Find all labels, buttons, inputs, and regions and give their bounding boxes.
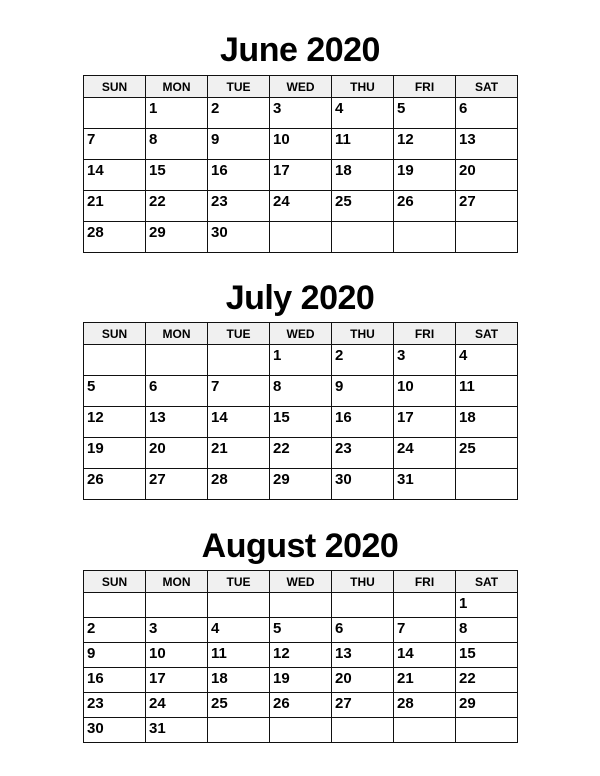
weekday-header: MON (146, 571, 208, 593)
day-cell: 22 (146, 191, 208, 222)
day-cell: 7 (394, 618, 456, 643)
week-row (84, 160, 518, 191)
empty-day-cell (394, 718, 456, 743)
day-cell: 1 (270, 345, 332, 376)
empty-day-cell (332, 593, 394, 618)
day-cell: 9 (332, 376, 394, 407)
weekday-header: THU (332, 76, 394, 98)
weekday-header: TUE (208, 323, 270, 345)
empty-day-cell (394, 222, 456, 253)
day-cell: 26 (394, 191, 456, 222)
day-cell: 27 (146, 469, 208, 500)
day-cell: 6 (146, 376, 208, 407)
weekday-header: SAT (456, 76, 518, 98)
day-cell: 20 (456, 160, 518, 191)
day-cell: 16 (332, 407, 394, 438)
weekday-header: TUE (208, 571, 270, 593)
day-cell: 20 (146, 438, 208, 469)
day-cell: 23 (208, 191, 270, 222)
weekday-header: SAT (456, 571, 518, 593)
day-cell: 4 (332, 98, 394, 129)
day-cell: 18 (332, 160, 394, 191)
week-row (84, 718, 518, 743)
day-cell: 2 (208, 98, 270, 129)
day-cell: 29 (270, 469, 332, 500)
day-cell: 10 (270, 129, 332, 160)
empty-day-cell (146, 593, 208, 618)
week-row (84, 191, 518, 222)
weekday-header: SUN (84, 76, 146, 98)
month-title: June 2020 (220, 31, 380, 69)
day-cell: 5 (394, 98, 456, 129)
week-row (84, 668, 518, 693)
day-cell: 8 (456, 618, 518, 643)
calendar-body (84, 98, 518, 253)
day-cell: 28 (84, 222, 146, 253)
day-cell: 11 (208, 643, 270, 668)
day-cell: 12 (270, 643, 332, 668)
day-cell: 15 (270, 407, 332, 438)
day-cell: 1 (146, 98, 208, 129)
weekday-header: SUN (84, 323, 146, 345)
day-cell: 17 (146, 668, 208, 693)
weekday-header: THU (332, 323, 394, 345)
day-cell: 14 (208, 407, 270, 438)
day-cell: 15 (456, 643, 518, 668)
empty-day-cell (394, 593, 456, 618)
day-cell: 9 (84, 643, 146, 668)
day-cell: 12 (394, 129, 456, 160)
day-cell: 19 (84, 438, 146, 469)
month-august (0, 526, 600, 566)
calendar-grid-july (83, 322, 518, 500)
day-cell: 9 (208, 129, 270, 160)
day-cell: 13 (456, 129, 518, 160)
day-cell: 31 (146, 718, 208, 743)
day-cell: 25 (208, 693, 270, 718)
empty-day-cell (208, 718, 270, 743)
week-row (84, 438, 518, 469)
day-cell: 13 (146, 407, 208, 438)
week-row (84, 693, 518, 718)
week-row (84, 98, 518, 129)
day-cell: 23 (332, 438, 394, 469)
day-cell: 25 (332, 191, 394, 222)
weekday-header-row (84, 571, 518, 593)
day-cell: 11 (332, 129, 394, 160)
empty-day-cell (84, 593, 146, 618)
day-cell: 5 (270, 618, 332, 643)
day-cell: 4 (456, 345, 518, 376)
day-cell: 21 (394, 668, 456, 693)
day-cell: 31 (394, 469, 456, 500)
weekday-header: FRI (394, 323, 456, 345)
day-cell: 30 (84, 718, 146, 743)
empty-day-cell (270, 593, 332, 618)
calendar-grid-june (83, 75, 518, 253)
day-cell: 23 (84, 693, 146, 718)
day-cell: 14 (394, 643, 456, 668)
day-cell: 2 (84, 618, 146, 643)
weekday-header: THU (332, 571, 394, 593)
week-row (84, 469, 518, 500)
empty-day-cell (456, 469, 518, 500)
empty-day-cell (456, 718, 518, 743)
month-title: July 2020 (225, 279, 375, 317)
day-cell: 27 (456, 191, 518, 222)
empty-day-cell (270, 222, 332, 253)
empty-day-cell (208, 345, 270, 376)
day-cell: 6 (456, 98, 518, 129)
day-cell: 1 (456, 593, 518, 618)
day-cell: 26 (84, 469, 146, 500)
day-cell: 24 (270, 191, 332, 222)
day-cell: 25 (456, 438, 518, 469)
day-cell: 27 (332, 693, 394, 718)
day-cell: 30 (208, 222, 270, 253)
day-cell: 18 (208, 668, 270, 693)
calendar-grid-august (83, 570, 518, 743)
day-cell: 7 (84, 129, 146, 160)
weekday-header: MON (146, 76, 208, 98)
day-cell: 19 (394, 160, 456, 191)
day-cell: 3 (270, 98, 332, 129)
empty-day-cell (84, 98, 146, 129)
day-cell: 30 (332, 469, 394, 500)
weekday-header-row (84, 323, 518, 345)
day-cell: 18 (456, 407, 518, 438)
day-cell: 5 (84, 376, 146, 407)
month-june (0, 30, 600, 70)
weekday-header: SUN (84, 571, 146, 593)
calendar-body (84, 345, 518, 500)
week-row (84, 222, 518, 253)
empty-day-cell (332, 222, 394, 253)
weekday-header: SAT (456, 323, 518, 345)
week-row (84, 593, 518, 618)
empty-day-cell (332, 718, 394, 743)
day-cell: 24 (146, 693, 208, 718)
day-cell: 17 (270, 160, 332, 191)
day-cell: 28 (394, 693, 456, 718)
day-cell: 24 (394, 438, 456, 469)
day-cell: 8 (270, 376, 332, 407)
weekday-header: WED (270, 76, 332, 98)
day-cell: 16 (84, 668, 146, 693)
day-cell: 21 (84, 191, 146, 222)
week-row (84, 618, 518, 643)
weekday-header: WED (270, 323, 332, 345)
day-cell: 10 (146, 643, 208, 668)
weekday-header: FRI (394, 76, 456, 98)
day-cell: 13 (332, 643, 394, 668)
month-title: August 2020 (201, 527, 399, 565)
week-row (84, 407, 518, 438)
empty-day-cell (84, 345, 146, 376)
day-cell: 21 (208, 438, 270, 469)
day-cell: 2 (332, 345, 394, 376)
day-cell: 3 (146, 618, 208, 643)
day-cell: 10 (394, 376, 456, 407)
empty-day-cell (146, 345, 208, 376)
day-cell: 7 (208, 376, 270, 407)
week-row (84, 129, 518, 160)
day-cell: 11 (456, 376, 518, 407)
empty-day-cell (456, 222, 518, 253)
day-cell: 22 (456, 668, 518, 693)
weekday-header-row (84, 76, 518, 98)
empty-day-cell (270, 718, 332, 743)
weekday-header: FRI (394, 571, 456, 593)
day-cell: 16 (208, 160, 270, 191)
calendar-body (84, 593, 518, 743)
day-cell: 3 (394, 345, 456, 376)
day-cell: 15 (146, 160, 208, 191)
empty-day-cell (208, 593, 270, 618)
week-row (84, 376, 518, 407)
day-cell: 12 (84, 407, 146, 438)
month-july (0, 278, 600, 318)
day-cell: 17 (394, 407, 456, 438)
day-cell: 6 (332, 618, 394, 643)
week-row (84, 643, 518, 668)
day-cell: 14 (84, 160, 146, 191)
day-cell: 29 (146, 222, 208, 253)
day-cell: 26 (270, 693, 332, 718)
weekday-header: MON (146, 323, 208, 345)
day-cell: 22 (270, 438, 332, 469)
weekday-header: WED (270, 571, 332, 593)
day-cell: 20 (332, 668, 394, 693)
day-cell: 4 (208, 618, 270, 643)
weekday-header: TUE (208, 76, 270, 98)
day-cell: 19 (270, 668, 332, 693)
day-cell: 29 (456, 693, 518, 718)
day-cell: 28 (208, 469, 270, 500)
day-cell: 8 (146, 129, 208, 160)
week-row (84, 345, 518, 376)
